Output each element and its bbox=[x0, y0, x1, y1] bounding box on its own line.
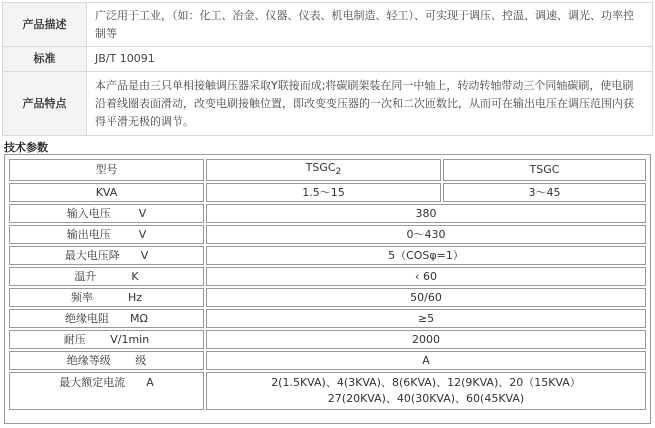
kva-row bbox=[9, 183, 646, 202]
spec-row bbox=[9, 309, 646, 328]
spec-row bbox=[9, 204, 646, 223]
spec-row bbox=[9, 288, 646, 307]
spec-name: 频率 Hz bbox=[9, 288, 204, 307]
spec-section-title: 技术参数 bbox=[4, 141, 48, 154]
product-feature-text: 本产品是由三只单相接触调压器采取Y联接而成;将碳刷架装在同一中轴上，转动转轴带动三个同轴碳刷，使电刷沿着线圈表面滑动，改变电刷接触位置，即改变变压器的一次和二次匝数比，从而可在输出电压在调压范围内获得平滑无极的调节。 bbox=[87, 72, 653, 136]
spec-row bbox=[9, 225, 646, 244]
rated-current-line-1: 2(1.5KVA)、4(3KVA)、8(6KVA)、12(9KVA)、20（15KVA） bbox=[271, 376, 581, 390]
spec-value: 50/60 bbox=[206, 288, 646, 307]
spec-table-frame bbox=[4, 154, 651, 424]
spec-value: ‹ 60 bbox=[206, 267, 646, 286]
product-info-table bbox=[2, 2, 653, 136]
spec-name: 输出电压 V bbox=[9, 225, 204, 244]
model-a-header bbox=[206, 159, 441, 181]
model-header: 型号 bbox=[9, 159, 204, 181]
kva-label: KVA bbox=[9, 183, 204, 202]
spec-value: ≥5 bbox=[206, 309, 646, 328]
spec-value: 380 bbox=[206, 204, 646, 223]
standard-text: JB/T 10091 bbox=[87, 47, 653, 72]
standard-row bbox=[3, 47, 653, 72]
spec-value: 5（COSφ=1） bbox=[206, 246, 646, 265]
kva-b-value: 3～45 bbox=[443, 183, 646, 202]
product-feature-row bbox=[3, 72, 653, 136]
product-feature-label: 产品特点 bbox=[3, 72, 87, 136]
model-a-name: TSGC bbox=[305, 161, 336, 174]
spec-name: 绝缘电阻 MΩ bbox=[9, 309, 204, 328]
spec-header-row bbox=[9, 159, 646, 181]
spec-name: 输入电压 V bbox=[9, 204, 204, 223]
spec-name: 绝缘等级 级 bbox=[9, 351, 204, 370]
rated-current-line-2: 27(20KVA)、40(30KVA)、60(45KVA) bbox=[327, 392, 525, 406]
spec-table bbox=[7, 157, 648, 412]
product-desc-label: 产品描述 bbox=[3, 3, 87, 47]
spec-value: A bbox=[206, 351, 646, 370]
model-b-header: TSGC bbox=[443, 159, 646, 181]
model-a-subscript: 2 bbox=[335, 166, 342, 178]
rated-current-values bbox=[206, 372, 646, 410]
product-desc-text: 广泛用于工业，（如：化工、冶金、仪器、仪表、机电制造、轻工）、可实现于调压、控温、调速、调光、功率控制等 bbox=[87, 3, 653, 47]
spec-row bbox=[9, 351, 646, 370]
rated-current-row bbox=[9, 372, 646, 410]
spec-row bbox=[9, 246, 646, 265]
standard-label: 标准 bbox=[3, 47, 87, 72]
rated-current-label: 最大额定电流 A bbox=[9, 372, 204, 410]
product-desc-row bbox=[3, 3, 653, 47]
spec-name: 最大电压降 V bbox=[9, 246, 204, 265]
spec-value: 2000 bbox=[206, 330, 646, 349]
spec-name: 耐压 V/1min bbox=[9, 330, 204, 349]
spec-row bbox=[9, 330, 646, 349]
spec-name: 温升 K bbox=[9, 267, 204, 286]
spec-value: 0～430 bbox=[206, 225, 646, 244]
kva-a-value: 1.5～15 bbox=[206, 183, 441, 202]
spec-row bbox=[9, 267, 646, 286]
